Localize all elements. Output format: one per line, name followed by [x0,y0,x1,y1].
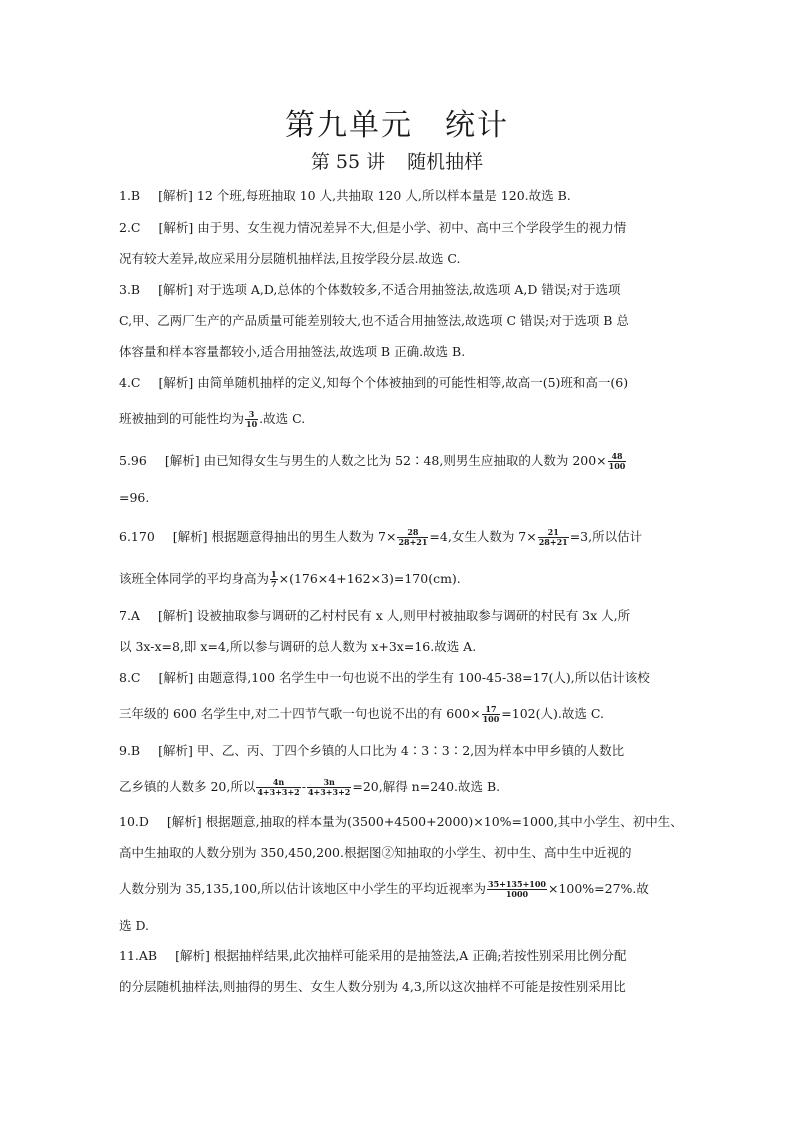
answer-text: 10 [246,419,258,429]
answer-11 [119,940,679,1002]
answer-text: [解析] [158,220,194,235]
answer-text: 100 [608,461,626,471]
answer-text: 5.96 [119,453,147,468]
answer-text: 28+21 [538,537,568,547]
answer-text: [解析] [158,188,193,203]
answer-8 [119,662,679,735]
answer-text: 乙乡镇的人数多 20,所以 [119,779,256,794]
answer-text: ×(176×4+162×3)=170(cm). [278,571,461,586]
answer-text: 28+21 [398,537,428,547]
lecture-title [0,147,794,174]
answer-text: 班被抽到的可能性均为 [119,411,245,426]
fraction [256,778,300,797]
answer-text: 2.C [119,220,141,235]
answer-text: [解析] [175,948,210,963]
fraction [487,880,547,899]
answer-text: [解析] [158,282,193,297]
answer-6 [119,516,679,600]
answer-text: 对于选项 A,D,总体的个体数较多,不适合用抽签法,故选项 A,D 错误;对于选项 [196,282,621,297]
answer-text: 4.C [119,375,141,390]
answer-text: ×100%=27%.故 [547,881,649,896]
answer-text: 3 [245,410,258,420]
answer-text: 35+135+100 [488,879,546,889]
answer-text: [解析] [158,743,193,758]
answer-text: 三年级的 600 名学生中,对二十四节气歌一句也说不出的有 600× [119,706,481,721]
fraction [608,452,627,471]
answer-text: 由题意得,100 名学生中一句也说不出的学生有 100-45-38=17(人),所以估计该校 [197,670,650,685]
answer-text: 1 [271,569,277,579]
answer-5 [119,440,679,513]
answer-text: 该班全体同学的平均身高为 [119,571,270,586]
answer-text: .故选 C. [259,411,306,426]
answer-text: 由于男、女生视力情况差异不大,但是小学、初中、高中三个学段学生的视力情 [197,220,627,235]
answer-text: 28 [397,528,428,538]
answer-text: 以 3x-x=8,即 x=4,所以参与调研的总人数为 x+3x=16.故选 A. [119,639,477,654]
answer-text: 甲、乙、丙、丁四个乡镇的人口比为 4∶3∶3∶2,因为样本中甲乡镇的人数比 [196,743,625,758]
answer-text: [解析] [158,375,194,390]
answer-text: C,甲、乙两厂生产的产品质量可能差别较大,也不适合用抽签法,故选项 C 错误;对于选项 B 总 [119,313,629,328]
fraction [538,528,569,547]
answer-text: 选 D. [119,918,150,933]
answer-text: [解析] [166,814,202,829]
answer-text: [解析] [158,670,194,685]
answer-text: 3n [307,778,351,788]
answer-text: - [301,779,306,794]
answer-text: =3,所以估计 [569,529,643,544]
answer-text: 由简单随机抽样的定义,知每个个体被抽到的可能性相等,故高一(5)班和高一(6) [197,375,629,390]
answer-text: 4+3+3+2 [257,787,300,797]
answer-text: 10.D [119,814,149,829]
unit-title-number: 第九单元 [285,108,413,143]
answer-7 [119,600,679,662]
answer-text: 设被抽取参与调研的乙村村民有 x 人,则甲村被抽取参与调研的村民有 3x 人,所 [196,608,631,623]
answer-text: [解析] [157,608,193,623]
answer-text: 7 [271,579,277,589]
answer-text: 由已知得女生与男生的人数之比为 52∶48,则男生应抽取的人数为 200× [203,453,607,468]
answer-text: =4,女生人数为 7× [429,529,537,544]
fraction [245,410,258,429]
answer-text: 100 [482,714,500,724]
answer-9 [119,735,679,808]
fraction [307,778,351,797]
answer-text: =20,解得 n=240.故选 B. [352,779,501,794]
answer-text: 况有较大差异,故应采用分层随机抽样法,且按学段分层.故选 C. [119,251,461,266]
answer-text: 1000 [505,889,529,899]
answer-text: 6.170 [119,529,155,544]
answer-text: 4+3+3+2 [307,787,351,797]
fraction [482,705,501,724]
answer-text: 根据抽样结果,此次抽样可能采用的是抽签法,A 正确;若按性别采用比例分配 [213,948,627,963]
answer-text: 4n [256,778,300,788]
answer-4 [119,367,679,440]
answer-text: 11.AB [119,948,158,963]
answer-text: 48 [608,452,627,462]
answer-1 [119,180,679,211]
answer-text: 9.B [119,743,141,758]
answer-text: 21 [538,528,569,538]
fraction [270,570,278,589]
answer-text: 高中生抽取的人数分别为 350,450,200.根据图②知抽取的小学生、初中生、高中生中近视的 [119,845,632,860]
answer-text: 根据题意得抽出的男生人数为 7× [211,529,397,544]
answer-text: =102(人).故选 C. [501,706,604,721]
unit-title [0,100,794,144]
answer-text: =96. [119,490,150,505]
answer-text: 体容量和样本容量都较小,适合用抽签法,故选项 B 正确.故选 B. [119,344,466,359]
answer-text: 17 [482,705,501,715]
lecture-number: 第 55 讲 [310,151,386,173]
answer-10 [119,806,683,941]
answer-text: 根据题意,抽取的样本量为(3500+4500+2000)×10%=1000,其中小学生、初中生、 [205,814,683,829]
answer-text: 3.B [119,282,141,297]
answer-text: 12 个班,每班抽取 10 人,共抽取 120 人,所以样本量是 120.故选 B. [196,188,571,203]
answer-text: 的分层随机抽样法,则抽得的男生、女生人数分别为 4,3,所以这次抽样不可能是按性别采用比 [119,979,626,994]
fraction [397,528,428,547]
unit-title-name: 统计 [445,108,509,143]
answer-text: [解析] [164,453,200,468]
answer-text: 人数分别为 35,135,100,所以估计该地区中小学生的平均近视率为 [119,881,487,896]
answer-text: 8.C [119,670,141,685]
lecture-name: 随机抽样 [407,151,484,173]
answer-text: 1.B [119,188,141,203]
answer-3 [119,274,679,367]
answer-text: [解析] [172,529,208,544]
answer-2 [119,212,679,274]
answer-text: 7.A [119,608,140,623]
